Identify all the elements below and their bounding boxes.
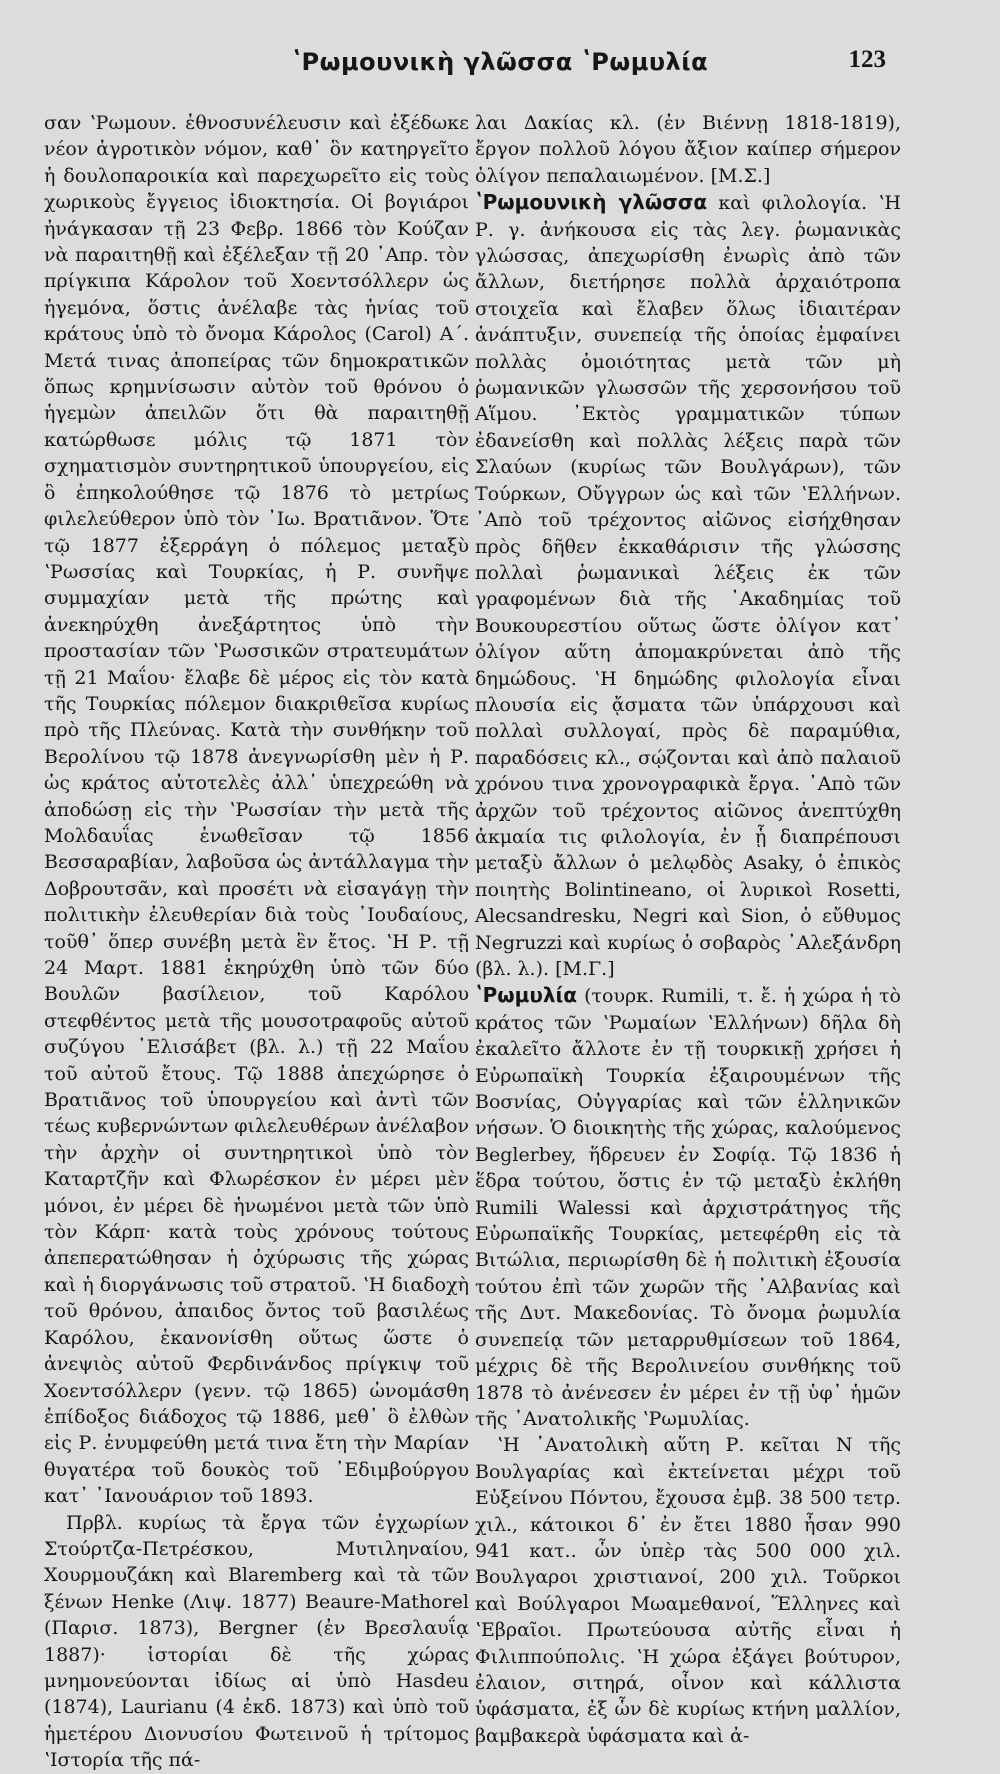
article-text: σαν ʽΡωμουν. ἐθνοσυνέλευσιν καὶ ἐξέδωκε νέον ἀγροτικὸν νόμον, καθ᾽ ὃν κατηργεῖτο ἡ δουλοπαροικία καὶ παρεχωρεῖτο εἰς τοὺς χωρικοὺς ἔγγειος ἰδιοκτησία. Οἱ βογιάροι ἠνάγκασαν τῇ 23 Φεβρ. 1866 τὸν Κούζαν νὰ παραιτηθῇ καὶ ἐξέλεξαν τῇ 20 ᾽Απρ. τὸν πρίγκιπα Κάρολον τοῦ Χοεντσόλλερν ὡς ἡγεμόνα, ὅστις ἀνέλαβε τὰς ἡνίας τοῦ κράτους ὑπὸ τὸ ὄνομα Κάρολος (Carol) Α΄. Μετά τινας ἀποπείρας τῶν δημοκρατικῶν ὅπως κρημνίσωσιν αὐτὸν τοῦ θρόνου ὁ ἡγεμὼν ἀπειλῶν ὅτι θὰ παραιτηθῇ κατώρθωσε μόλις τῷ 1871 τὸν σχηματισμὸν συντηρητικοῦ ὑπουργείου, εἰς ὃ ἐπηκολούθησε τῷ 1876 τὸ μετρίως φιλελεύθερον ὑπὸ τὸν ᾽Ιω. Βρατιᾶνον. Ὅτε τῷ 1877 ἐξερράγη ὁ πόλεμος μεταξὺ ʽΡωσσίας καὶ Τουρκίας, ἡ Ρ. συνῆψε συμμαχίαν μετὰ τῆς πρώτης καὶ ἀνεκηρύχθη ἀνεξάρτητος ὑπὸ τὴν προστασίαν τῶν ʽΡωσσικῶν στρατευμάτων τῇ 21 Μαΐου· ἔλαβε δὲ μέρος εἰς τὸν κατὰ τῆς Τουρκίας πόλεμον διακριθεῖσα κυρίως πρὸ τῆς Πλεύνας. Κατὰ τὴν συνθήκην τοῦ Βερολίνου τῷ 1878 ἀνεγνωρίσθη μὲν ἡ Ρ. ὡς κράτος αὐτοτελὲς ἀλλ᾽ ὑπεχρεώθη νὰ ἀποδώσῃ εἰς τὴν ʽΡωσσίαν τὴν μετὰ τῆς Μολδαυΐας ἑνωθεῖσαν τῷ 1856 Βεσσαραβίαν, λαβοῦσα ὡς ἀντάλλαγμα τὴν Δοβρουτσᾶν, καὶ προσέτι νὰ εἰσαγάγῃ τὴν πολιτικὴν ἐλευθερίαν διὰ τοὺς ᾽Ιουδαίους, τοῦθ᾽ ὅπερ συνέβη μετὰ ἓν ἔτος. ʽΗ Ρ. τῇ 24 Μαρτ. 1881 ἐκηρύχθη ὑπὸ τῶν δύο Βουλῶν βασίλειον, τοῦ Καρόλου στεφθέντος μετὰ τῆς μουσοτραφοῦς αὐτοῦ συζύγου ᾽Ελισάβετ (βλ. λ.) τῇ 22 Μαΐου τοῦ αὐτοῦ ἔτους. Τῷ 1888 ἀπεχώρησε ὁ Βρατιᾶνος τοῦ ὑπουργείου καὶ ἀντὶ τῶν τέως κυβερνώντων φιλελευθέρων ἀνέλαβον τὴν ἀρχὴν οἱ συντηρητικοὶ ὑπὸ τὸν Καταρτζῆν καὶ Φλωρέσκον ἐν μέρει μὲν μόνοι, ἐν μέρει δὲ ἡνωμένοι μετὰ τῶν ὑπὸ τὸν Κάρπ· κατὰ τοὺς χρόνους τούτους ἀπεπερατώθησαν ἡ ὀχύρωσις τῆς χώρας καὶ ἡ διοργάνωσις τοῦ στρατοῦ. ʽΗ διαδοχὴ τοῦ θρόνου, ἀπαιδος ὄντος τοῦ βασιλέως Καρόλου, ἐκανονίσθη οὕτως ὥστε ὁ ἀνεψιὸς αὐτοῦ Φερδινάνδος πρίγκιψ τοῦ Χοεντσόλλερν (γενν. τῷ 1865) ὠνομάσθη ἐπίδοξος διάδοχος τῷ 1886, μεθ᾽ ὃ ἐλθὼν εἰς Ρ. ἐνυμφεύθη μετά τινα ἔτη τὴν Μαρίαν θυγατέρα τοῦ δουκὸς τοῦ ᾽Εδιμβούργου κατ᾽ ᾽Ιανουάριον τοῦ 1893. [44, 112, 469, 1508]
left-column [44, 110, 469, 1774]
eastern-rumelia-paragraph: ʽΗ ᾽Ανατολικὴ αὕτη Ρ. κεῖται Ν τῆς Βουλγαρίας καὶ ἐκτείνεται μέχρι τοῦ Εὐξείνου Πόντου, ἔχουσα ἐμβ. 38 500 τετρ. χιλ., κάτοικοι δ᾽ ἐν ἔτει 1880 ἦσαν 990 941 κατ.. ὧν ὑπὲρ τὰς 500 000 χιλ. Βουλγαροι χριστιανοί, 200 χιλ. Τοῦρκοι καὶ Βούλγαροι Μωαμεθανοί, Ἕλληνες καὶ ʽΕβραῖοι. Πρωτεύουσα αὐτῆς εἶναι ἡ Φιλιππούπολις. ʽΗ χώρα ἐξάγει βούτυρον, ἐλαιον, σιτηρά, οἶνον καὶ κάλλιστα ὑφάσματα, ἐξ ὧν δὲ κυρίως κτήνη μαλλίον, βαμβακερὰ ὑφάσματα καὶ ἀ- [475, 1434, 901, 1747]
header-title: ʽΡωμουνικὴ γλῶσσα ʽΡωμυλία [291, 48, 709, 76]
entry-headword: ʽΡωμυλία [475, 983, 578, 1008]
entry-body: (τουρκ. Rumili, τ. ἔ. ἡ χώρα ἡ τὸ κράτος τῶν ʽΡωμαίων ʽΕλλήνων) δῆλα δὴ ἐκαλεῖτο ἄλλοτε ἐν τῇ τουρκικῇ χρήσει ἡ Εὐρωπαϊκὴ Τουρκία ἐξαιρουμένων τῆς Βοσνίας, Οὐγγαρίας καὶ τῶν ἑλληνικῶν νήσων. Ὁ διοικητὴς τῆς χώρας, καλούμενος Beglerbey, ἥδρευεν ἐν Σοφίᾳ. Τῷ 1836 ἡ ἕδρα τούτου, ὅστις ἐν τῷ μεταξὺ ἐκλήθη Rumili Walessi καὶ ἀρχιστράτηγος τῆς Εὐρωπαϊκῆς Τουρκίας, μετεφέρθη εἰς τὰ Βιτώλια, περιωρίσθη δὲ ἡ πολιτικὴ ἐξουσία τούτου ἐπὶ τῶν χωρῶν τῆς ᾽Αλβανίας καὶ τῆς Δυτ. Μακεδονίας. Τὸ ὄνομα ῥωμυλία συνεπείᾳ τῶν μεταρρυθμίσεων τοῦ 1864, μέχρις δὲ τῆς Βερολινείου συνθήκης τοῦ 1878 τὸ ἀνένεσεν ἐν μέρει ἐν τῇ ὑφ᾽ ἡμῶν τῆς ᾽Ανατολικῆς ʽΡωμυλίας. [475, 985, 901, 1430]
entry-rumelia [475, 982, 901, 1432]
entry-body: καὶ φιλολογία. ʽΗ Ρ. γ. ἀνήκουσα εἰς τὰς λεγ. ῥωμανικὰς γλώσσας, ἀπεχωρίσθη ἐνωρὶς ἀπὸ τῶν ἄλλων, διετήρησε πολλὰ ἀρχαιότροπα στοιχεῖα καὶ ἔλαβεν ὅλως ἰδιαιτέραν ἀνάπτυξιν, συνεπείᾳ τῆς ὁποίας ἐμφαίνει πολλὰς ὁμοιότητας μετὰ τῶν μὴ ῥωμανικῶν γλωσσῶν τῆς χερσονήσου τοῦ Αἵμου. ᾽Εκτὸς γραμματικῶν τύπων ἐδανείσθη καὶ πολλὰς λέξεις παρὰ τῶν Σλαύων (κυρίως τῶν Βουλγάρων), τῶν Τούρκων, Οὔγγρων ὡς καὶ τῶν ʽΕλλήνων. ᾽Απὸ τοῦ τρέχοντος αἰῶνος εἰσήχθησαν πρὸς δῆθεν ἐκκαθάρισιν τῆς γλώσσης πολλαὶ ῥωμανικαὶ λέξεις ἐκ τῶν γραφομένων διὰ τῆς ᾽Ακαδημίας τοῦ Βουκουρεστίου οὕτως ὥστε ὀλίγον κατ᾽ ὀλίγον αὕτη ἀπομακρύνεται ἀπὸ τῆς δημώδους. ʽΗ δημώδης φιλολογία εἶναι πλουσία εἰς ᾄσματα τῶν ὑπάρχουσι καὶ πολλαὶ συλλογαί, πρὸς δὲ παραμύθια, παραδόσεις κλ., σῴζονται καὶ ἀπὸ παλαιοῦ χρόνου τινα χρονογραφικὰ ἔργα. ᾽Απὸ τῶν ἀρχῶν τοῦ τρέχοντος αἰῶνος ἀνεπτύχθη ἀκμαία τις φιλολογία, ἐν ᾗ διαπρέπουσι μεταξὺ ἄλλων ὁ μελῳδὸς Asaky, ὁ ἐπικὸς ποιητὴς Bolintineano, οἱ λυρικοὶ Rosetti, Alecsandresku, Negri καὶ Sion, ὁ εὔθυμος Negruzzi καὶ κυρίως ὁ σοβαρὸς ᾽Αλεξάνδρη (βλ. λ.). [Μ.Γ.] [475, 192, 901, 980]
bibliography-paragraph: Πρβλ. κυρίως τὰ ἔργα τῶν ἐγχωρίων Στούρτζα-Πετρέσκου, Μυτιληναίου, Χουρμουζάκη καὶ Blaremberg καὶ τὰ τῶν ξένων Henke (Λιψ. 1877) Beaure-Mathorel (Παρισ. 1873), Bergner (ἐν Βρεσλαυΐᾳ 1887)· ἱστορίαι δὲ τῆς χώρας μνημονεύονται ἰδίως αἱ ὑπὸ Hasdeu (1874), Laurianu (4 ἐκδ. 1873) καὶ ὑπὸ τοῦ ἡμετέρου Διονυσίου Φωτεινοῦ ἡ τρίτομος ʽΙστορία τῆς πά- [44, 1511, 469, 1772]
article-text-continued: λαι Δακίας κλ. (ἐν Βιέννῃ 1818-1819), ἔργον πολλοῦ λόγου ἄξιον καίπερ σήμερον ὀλίγον πεπαλαιωμένον. [Μ.Σ.] [475, 112, 901, 187]
running-header [0, 40, 1000, 90]
page-number: 123 [848, 46, 886, 73]
right-column [475, 110, 901, 1749]
entry-romanian-language [475, 189, 901, 982]
entry-headword: ʽΡωμουνικὴ γλῶσσα [475, 190, 708, 215]
